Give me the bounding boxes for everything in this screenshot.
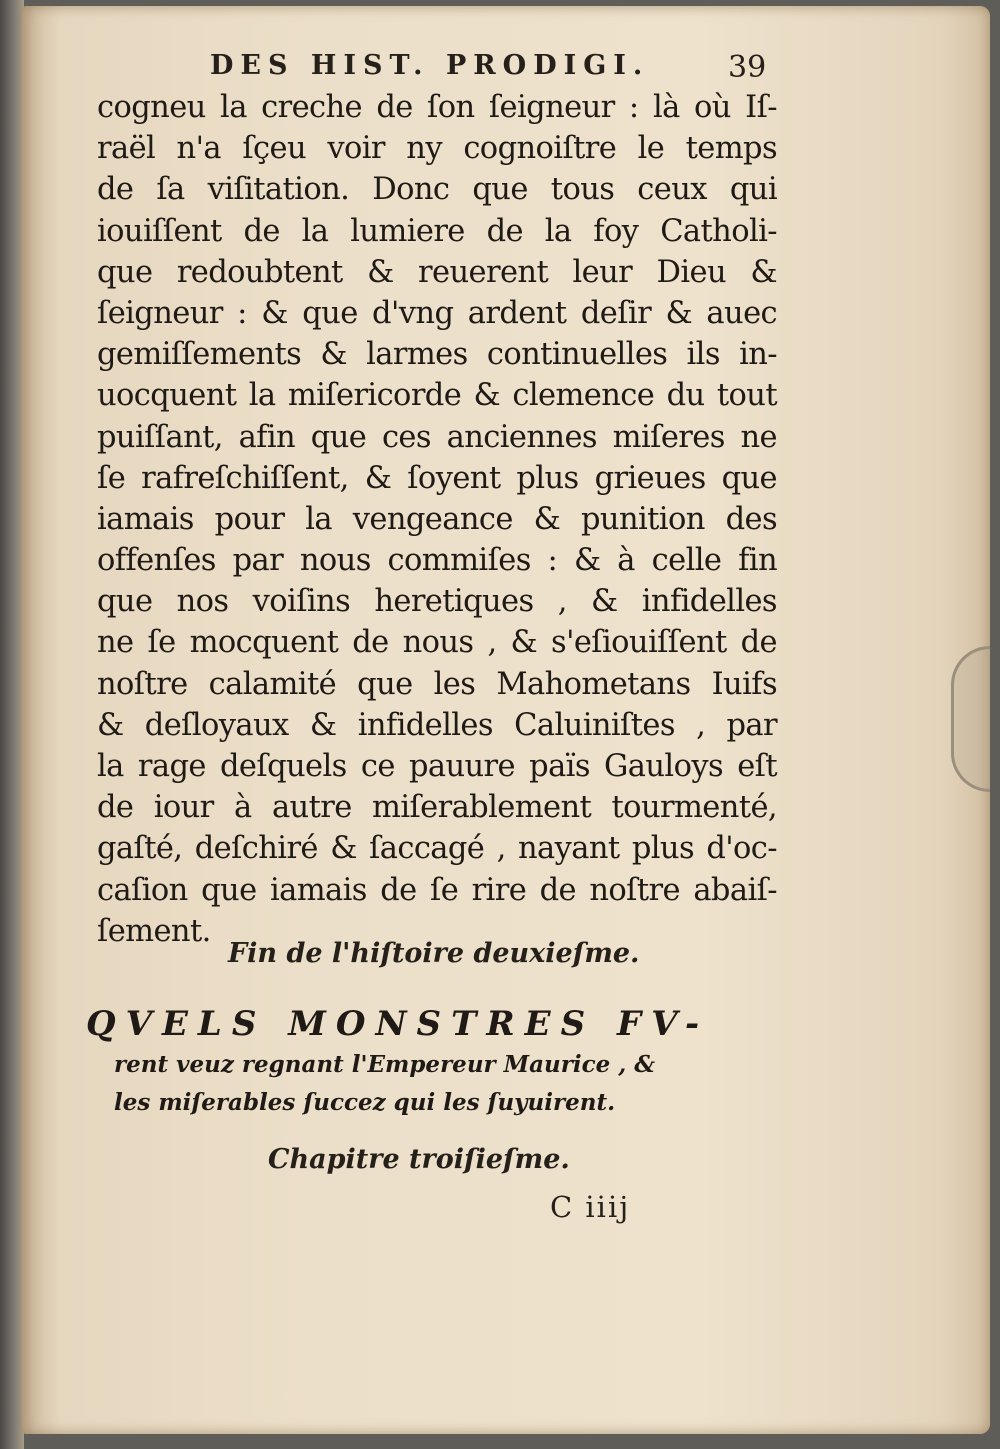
signature-mark: C iiij bbox=[550, 1190, 631, 1224]
text-line: noſtre calamité que les Mahometans Iuifs bbox=[97, 666, 777, 702]
text-line: iouiſſent de la lumiere de la foy Catholi- bbox=[97, 213, 777, 249]
text-line: offenſes par nous commiſes : & à celle fin bbox=[97, 543, 777, 579]
chapter-title-line: QVELS MONSTRES FV- bbox=[86, 1004, 710, 1044]
text-line: de iour à autre miſerablement tourmenté, bbox=[97, 790, 777, 826]
chapter-title-line: les miſerables ſuccez qui les ſuyuirent. bbox=[114, 1089, 616, 1116]
text-line: que nos voiſins heretiques , & infidelles bbox=[97, 584, 777, 620]
page-clip bbox=[951, 646, 990, 792]
text-line: raël n'a ſçeu voir ny cognoiſtre le temps bbox=[97, 131, 777, 167]
text-line: & deſloyaux & infidelles Caluiniſtes , par bbox=[97, 707, 777, 743]
text-line: gemiſſements & larmes continuelles ils in- bbox=[97, 337, 777, 373]
text-line: ſement. bbox=[97, 913, 211, 949]
text-line: que redoubtent & reuerent leur Dieu & bbox=[97, 254, 777, 290]
text-line: ne ſe mocquent de nous , & s'eſiouiſſent de bbox=[97, 625, 777, 661]
text-line: de ſa viſitation. Donc que tous ceux qui bbox=[97, 172, 777, 208]
page-number: 39 bbox=[728, 50, 767, 85]
chapter-heading bbox=[86, 1002, 776, 1122]
text-line: puiſſant, afin que ces anciennes miſeres ne bbox=[97, 419, 777, 455]
end-of-story-note: Fin de l'hiſtoire deuxieſme. bbox=[228, 938, 640, 969]
text-line: caſion que iamais de ſe rire de noſtre abaiſ- bbox=[97, 872, 777, 908]
text-line: la rage deſquels ce pauure païs Gauloys eſt bbox=[97, 749, 777, 784]
text-line: ſe rafreſchiſſent, & ſoyent plus grieues que bbox=[97, 460, 777, 496]
text-line: cogneu la creche de ſon ſeigneur : là où Iſ- bbox=[97, 90, 777, 125]
text-line: iamais pour la vengeance & punition des bbox=[97, 501, 777, 537]
text-line: uocquent la miſericorde & clemence du tout bbox=[97, 378, 777, 414]
body-text bbox=[97, 87, 777, 952]
chapter-title-line: rent veuz regnant l'Empereur Maurice , & bbox=[114, 1051, 656, 1078]
text-line: ſeigneur : & que d'vng ardent deſir & auec bbox=[97, 295, 777, 331]
running-head: DES HIST. PRODIGI. bbox=[210, 50, 650, 81]
text-line: gaſté, deſchiré & ſaccagé , nayant plus d'oc- bbox=[97, 831, 777, 867]
book-spine-edge bbox=[0, 0, 24, 1449]
chapter-label: Chapitre troiſieſme. bbox=[268, 1144, 570, 1175]
